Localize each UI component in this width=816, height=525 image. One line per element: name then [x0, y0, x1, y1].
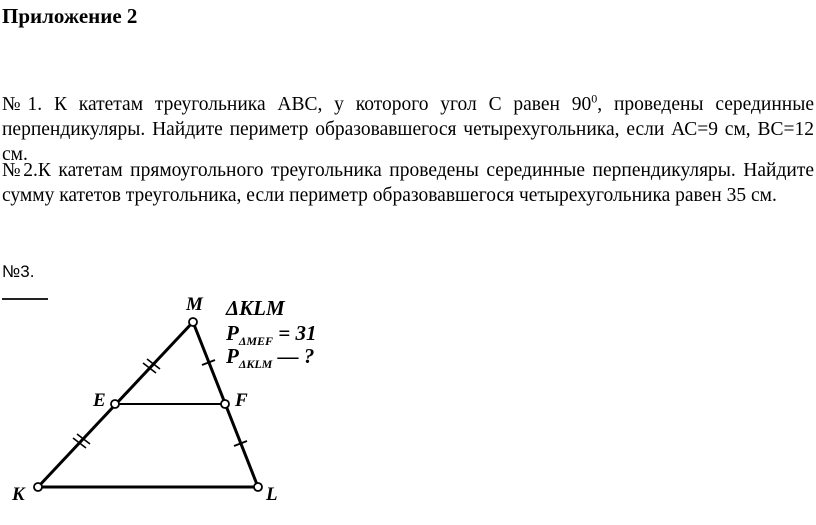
point-l: [254, 483, 262, 491]
problem-2-number: №2.: [2, 160, 38, 181]
perimeter-mef-letter: P: [226, 321, 239, 345]
perimeter-mef-subscript: ΔMEF: [238, 334, 274, 348]
perimeter-klm-subscript: ΔKLM: [238, 357, 273, 371]
label-k: K: [12, 484, 25, 505]
problem-2: [2, 158, 814, 208]
perimeter-klm: [225, 344, 314, 371]
problem-1-text-start: К катетам треугольника ABC, у которого угол C равен 90: [42, 94, 592, 115]
page-title: Приложение 2: [2, 4, 138, 28]
perimeter-klm-value: — ?: [272, 344, 315, 368]
perimeter-mef-value: = 31: [273, 321, 317, 345]
problem-3-number: №3.: [2, 262, 35, 281]
problem-1-text-end: , проведены серединные перпендикуляры. Найдите периметр образовавшегося четырехугольника, если АС=9 см, ВС=12 см.: [2, 94, 814, 165]
problem-1: [2, 92, 814, 167]
problem-1-number: №1.: [2, 94, 43, 115]
point-k: [34, 483, 42, 491]
label-l: L: [266, 484, 278, 505]
point-f: [221, 400, 229, 408]
given-triangle: ΔKLM: [226, 296, 285, 320]
point-m: [189, 318, 197, 326]
label-e: E: [93, 390, 106, 411]
perimeter-klm-letter: P: [226, 344, 239, 368]
label-f: F: [235, 390, 248, 411]
problem-2-text: К катетам прямоугольного треугольника проведены серединные перпендикуляры. Найдите сумму катетов треугольника, если периметр образовавшегося четырехугольника равен 35 см.: [2, 160, 814, 206]
label-m: M: [186, 294, 203, 315]
triangle-figure: [0, 292, 360, 522]
degree-superscript: 0: [591, 91, 598, 106]
point-e: [111, 400, 119, 408]
